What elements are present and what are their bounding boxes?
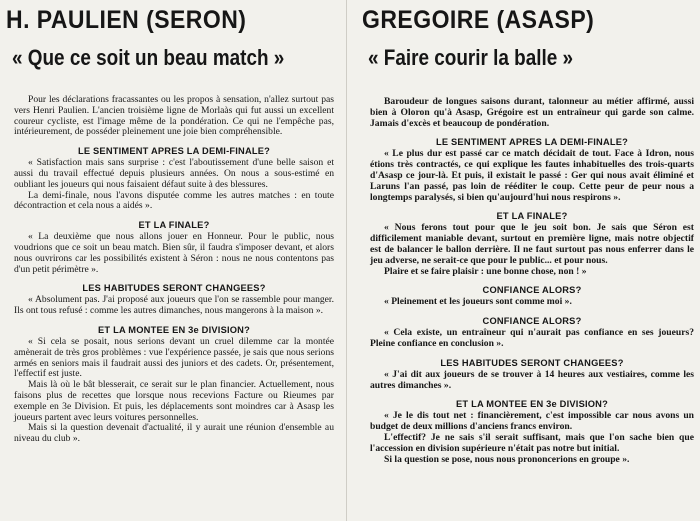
left-section-3 (14, 283, 334, 317)
answer-para: Mais si la question devenait d'actualité, il y aurait une réunion d'ensemble au niveau du club ». (14, 422, 334, 445)
left-headline: « Que ce soit un beau match » (12, 45, 285, 70)
left-section-2 (14, 220, 334, 275)
question-heading: LES HABITUDES SERONT CHANGEES? (82, 283, 266, 294)
answer-text: « Pleinement et les joueurs sont comme moi ». (384, 296, 572, 308)
answer-text: « Cela existe, un entraîneur qui n'aurait pas confiance en ses joueurs? Pleine confiance en conclusion ». (370, 327, 694, 349)
answer-para: « Je le dis tout net : financièrement, c'est impossible car nous avons un budget de deux millions d'anciens francs environ. (370, 410, 694, 433)
left-section-1 (14, 146, 334, 212)
question-heading: CONFIANCE ALORS? (482, 285, 582, 296)
question-heading: CONFIANCE ALORS? (482, 316, 582, 327)
question-heading: ET LA MONTEE EN 3e DIVISION? (98, 324, 250, 335)
answer-para: L'effectif? Je ne sais s'il serait suffisant, mais que l'on sache bien que l'accession en division supérieure n'était pas notre but initial. (370, 431, 694, 454)
answer-para: Mais là où le bât blesserait, ce serait sur le plan financier. Actuellement, nous faisons plus de recettes que lorsque nous recevions Facture ou Rieumes par exemple en 3e Division. Et puis, les déplacements sont moindres car à Asasp les joueurs partent avec leurs voitures personnelles. (14, 379, 334, 423)
answer-text (14, 337, 334, 445)
right-interviewee-name: GREGOIRE (ASASP) (362, 6, 595, 34)
question-heading: ET LA FINALE? (496, 211, 568, 222)
answer-text: « Absolument pas. J'ai proposé aux joueurs que l'on se rassemble pour manger. Ils ont tous refusé : comme les autres dimanches, nous mangerons à la maison ». (14, 294, 334, 317)
answer-text (14, 158, 334, 212)
answer-para: « Satisfaction mais sans surprise : c'est l'aboutissement d'une belle saison et aussi du travail effectué depuis plusieurs années. On nous a sous-estimé en oubliant les joueurs qui nous faisaient défaut suite à des blessures. (14, 157, 334, 190)
right-section-1 (370, 137, 694, 203)
left-intro: Pour les déclarations fracassantes ou les propos à sensation, n'allez surtout pas vers Henri Paulien. L'ancien troisième ligne de Morlaàs qui fut aussi un excellent coureur cycliste, est l'image même de la pondération. Ce qui ne l'empêche pas, intérieurement, de posséder pleinement une joie bien compréhensible. (14, 94, 334, 138)
right-section-6 (370, 399, 694, 465)
answer-para: Plaire et se faire plaisir : une bonne chose, non ! » (384, 265, 587, 277)
right-intro: Baroudeur de longues saisons durant, talonneur au métier affirmé, aussi bien à Oloron qu'à Asasp, Grégoire est un entraîneur qui garde son calme. Jamais d'excès et beaucoup de pondération. (370, 96, 694, 129)
answer-para: Si la question se pose, nous nous prononcerions en groupe ». (384, 453, 630, 465)
answer-para: « Nous ferons tout pour que le jeu soit bon. Je sais que Séron est difficilement maniable devant, surtout en première ligne, mais notre objectif est de balancer le ballon derrière. Il ne faut surtout pas nous enferrer dans le jeu adverse, ne serait-ce que pour le public... et pour nous. (370, 222, 694, 266)
answer-text: « Le plus dur est passé car ce match décidait de tout. Face à Idron, nous étions très contractés, ce qui explique les fautes inhabituelles des trois-quarts d'Asasp ce jour-là. Et puis, il existait le passé : Ger qui nous avait éliminé et Laruns l'an passé, pas loin de rééditer le coup. Cette peur de peur nous a longtemps paralysés, si bien qu'aujourd'hui nous respirons ». (370, 148, 694, 203)
question-heading: LE SENTIMENT APRES LA DEMI-FINALE? (77, 146, 271, 157)
answer-text: « J'ai dit aux joueurs de se trouver à 14 heures aux vestiaires, comme les autres dimanches ». (370, 368, 694, 391)
left-interviewee-name: H. PAULIEN (SERON) (6, 6, 247, 34)
answer-text (370, 411, 694, 465)
question-heading: ET LA MONTEE EN 3e DIVISION? (456, 399, 608, 410)
left-column (0, 0, 340, 521)
right-section-5 (370, 358, 694, 392)
column-divider (346, 0, 347, 521)
right-column (356, 0, 700, 521)
left-section-4 (14, 325, 334, 445)
answer-para: La demi-finale, nous l'avons disputée comme les autres matches : en toute décontraction et cela nous a aidés ». (14, 189, 334, 212)
right-section-2 (370, 211, 694, 277)
question-heading: LE SENTIMENT APRES LA DEMI-FINALE? (435, 137, 629, 148)
question-heading: LES HABITUDES SERONT CHANGEES? (440, 357, 624, 368)
right-section-3 (370, 285, 694, 308)
answer-text: « La deuxième que nous allons jouer en Honneur. Pour le public, nous voudrions que ce soit un beau match. Bien sûr, il faudra s'imposer devant, et alors nous ouvrirons car les possibilités existent à Séron : nous ne nous contentons pas d'un petit périmètre ». (14, 231, 334, 275)
right-headline: « Faire courir la balle » (368, 45, 574, 70)
answer-text (370, 223, 694, 277)
answer-para: « Si cela se posait, nous serions devant un cruel dilemme car la montée amènerait de très gros problèmes : vue l'expérience passée, je sais que nous serions armés en seniors mais il faudrait aussi des juniors et des cadets. Or, présentement, l'effectif est juste. (14, 335, 334, 380)
question-heading: ET LA FINALE? (138, 220, 210, 231)
right-section-4 (370, 316, 694, 350)
